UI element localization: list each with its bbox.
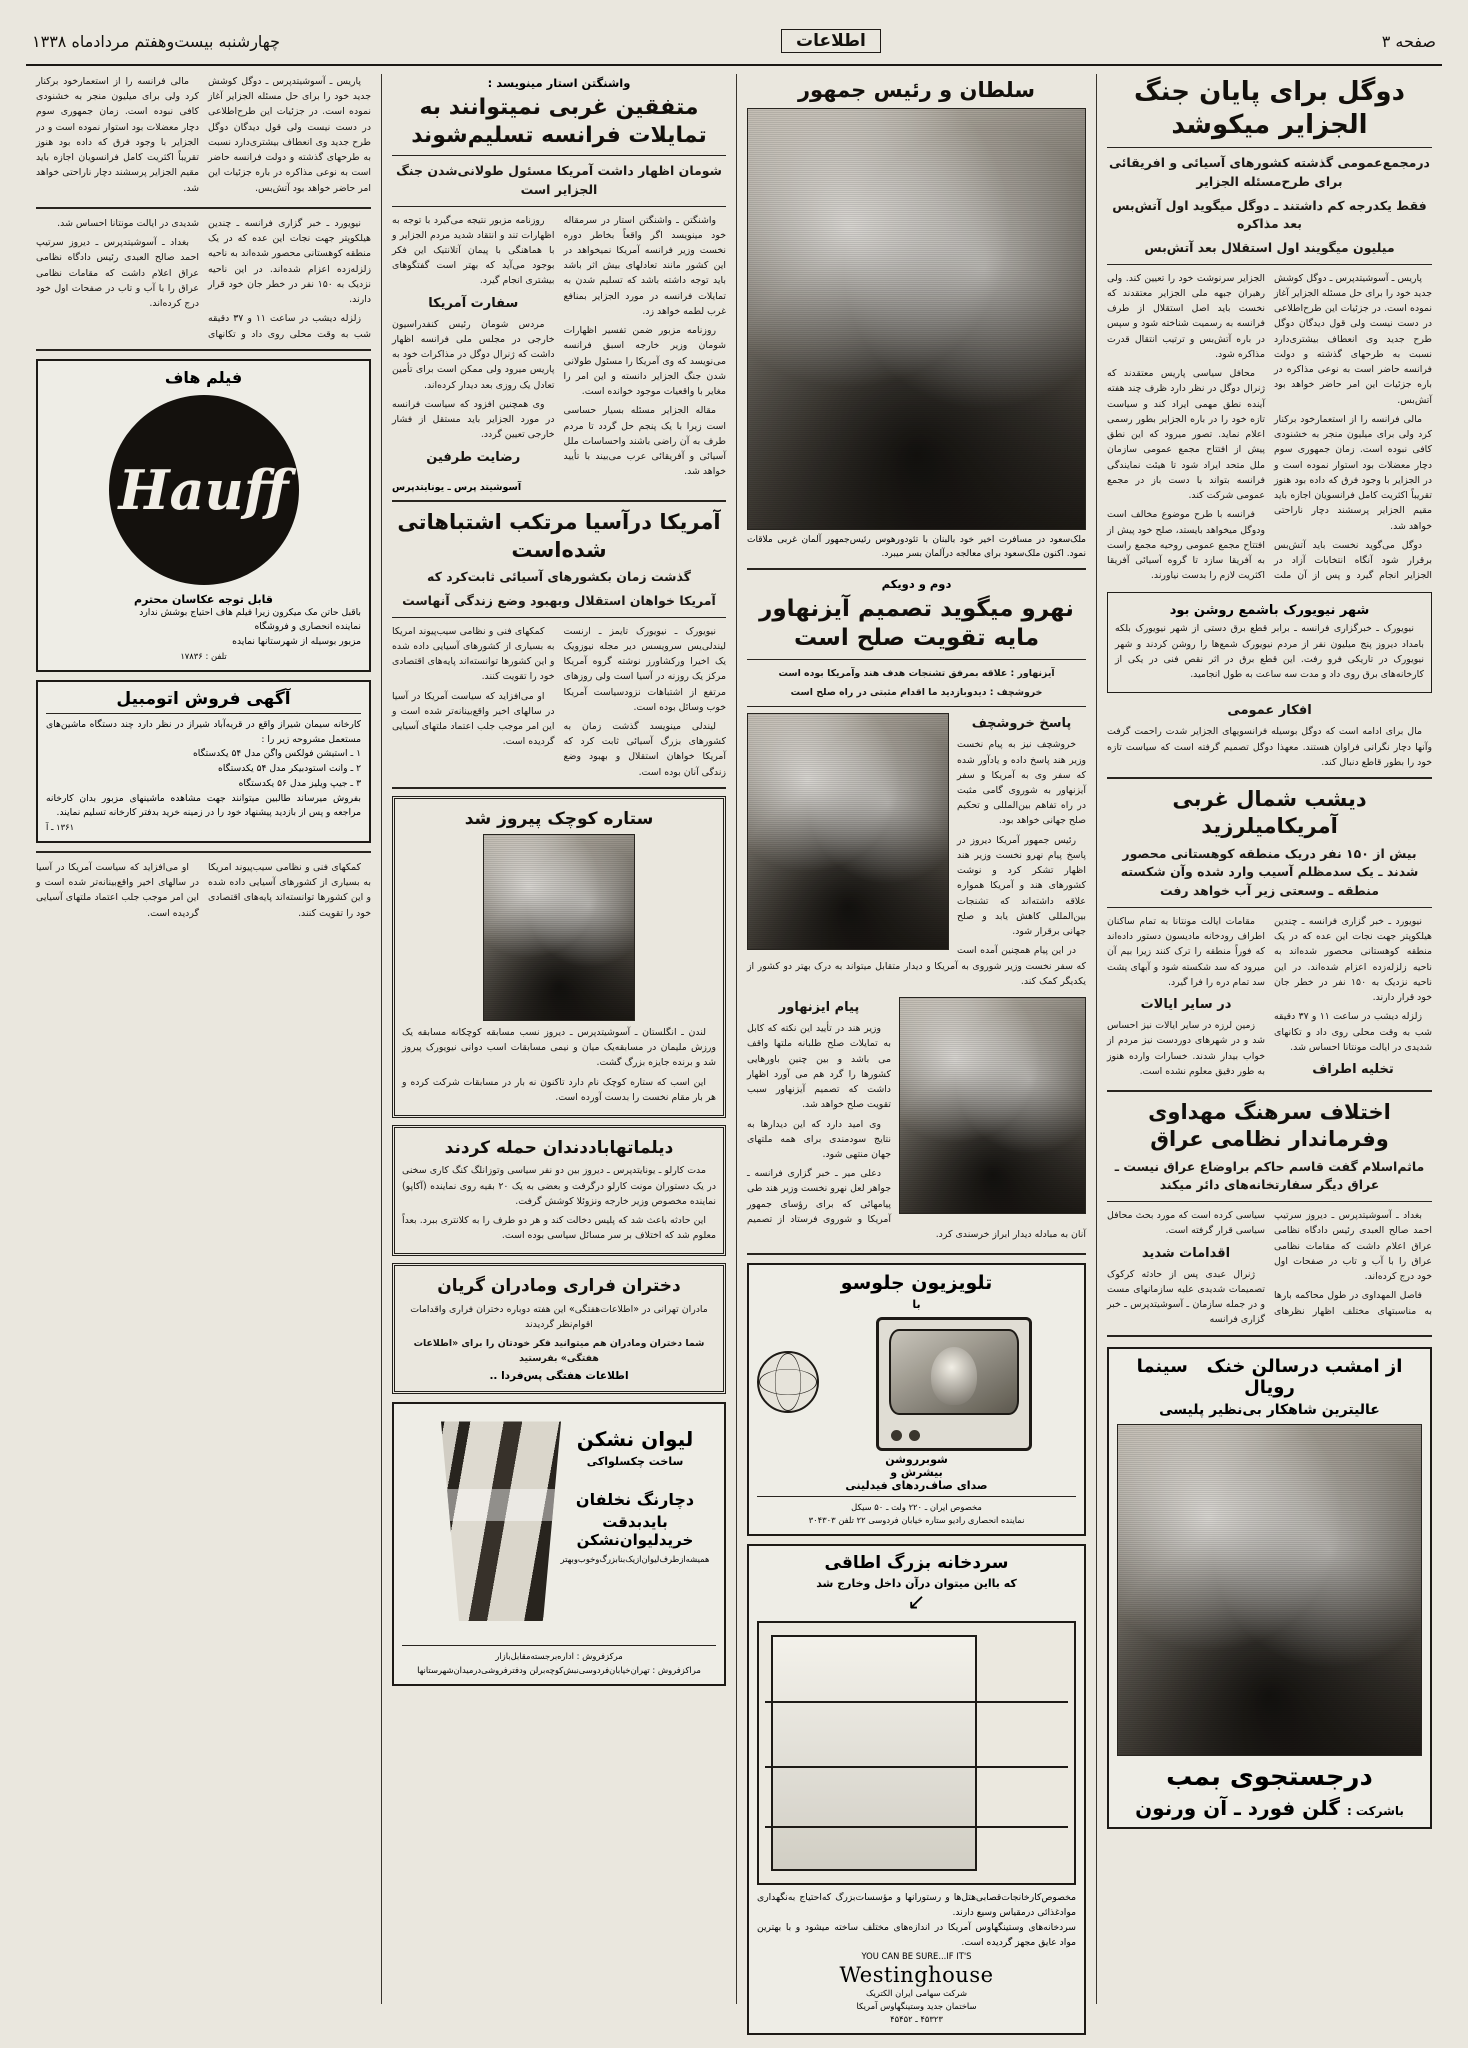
story3-para-3: ژنرال عبدی پس از حادثه کرکوک تصمیمات شدیدی علیه سازمانهای مست و در جمله سازمان ـ آسوشیتدپرس ـ خبر گزاری فرانسه	[1107, 1268, 1265, 1326]
glass-illustration	[402, 1411, 716, 1641]
jump-para-4: زلزله دیشب در ساعت ۱۱ و ۳۷ دقیقه شب به وقت محلی روی داد و تکانهای شدیدی در ایالت مونتانا احساس شد.	[57, 217, 371, 340]
hauff-ad-note-1: قابل توجه عکاسان محترم	[134, 592, 273, 606]
publication-date: چهارشنبه بیست‌وهفتم مردادماه ۱۳۳۸	[32, 31, 281, 51]
newyork-box-text: نیویورک ـ خبرگزاری فرانسه ـ برابر قطع برق دستی از شهر نیویورک بلکه بامداد دیروز پنج میلیون نفر از مردم نیویورک شمع‌ها را روشن کردند و شهر نیویورک در تاریکی فرو رفت. این قطع برق در اثر نقص فنی در یکی از کارخانه‌های برق روی داد و مدت سه ساعت به طول انجامید.	[1115, 623, 1424, 681]
column-right	[1097, 74, 1442, 2004]
story2-headline: دیشب شمال غربی آمریکامیلرزید	[1172, 787, 1367, 839]
story4-subhead-2: پیام ایزنهاور	[778, 1000, 860, 1016]
fridge-ad-phone: ۴۵۳۲۳ ـ ۴۵۴۵۲	[890, 2014, 943, 2025]
story2-subhead-2: در سایر ایالات	[1140, 997, 1232, 1013]
lead-para-1: پاریس ـ آسوشیتدپرس ـ دوگل کوشش جدید خود را برای حل مسئله الجزایر آغاز نموده است. در جزئیات این طرح‌اطلاعی در دست نیست ولی قول دیدگان دوگل طرح جدید وی انعطاف بیشتری‌دارد نسبت به طرحهای گذشته و دولت فرانسه حاضر است به نوعی مذاکره در باره جزئیات این امر حاضر خواهد بود آتش‌بس.	[1274, 272, 1432, 406]
photo2-caption: دعلی میر ـ خبر گزاری فرانسه ـ جواهر لعل نهرو نخست وزیر هند طی پیامهائی که برای رؤسای جمهور آمریکا و شوروی فرستاد از تصمیم آنان به مبادله دیدار ابراز خرسندی کرد.	[747, 1168, 1086, 1241]
photo-nehru	[747, 713, 949, 950]
lead-para-4: محافل سیاسی پاریس معتقدند که ژنرال دوگل در نظر دارد ظرف چند هفته آینده نطق مهمی ایراد کند و سیاست تازه خود را در باره الجزایر بطور رسمی اعلام نماید. تصور میرود که این نطق پیش از افتتاح مجمع عمومی سازمان ملل متحد ایراد شود تا هیئت نمایندگی فرانسه بتواند با دست باز در مجمع عمومی شرکت کند.	[1107, 368, 1265, 502]
tv-ad[interactable]	[747, 1263, 1086, 1536]
tv-ad-feature-2: بیشرش و	[890, 1466, 943, 1480]
cinema-ad-photo	[1117, 1424, 1422, 1756]
story3-headline: اختلاف سرهنگ مهداوی وفرماندار نظامی عراق	[1148, 1100, 1391, 1152]
hauff-wordmark: Hauff	[118, 457, 289, 522]
story6-body	[392, 624, 726, 780]
story2-para-2: زلزله دیشب در ساعت ۱۱ و ۳۷ دقیقه شب به وقت محلی روی داد و تکانهای شدیدی در ایالت مونتانا احساس شد.	[1274, 1011, 1432, 1053]
story6-sub-1: گذشت زمان بکشورهای آسیائی ثابت‌کرد که	[427, 569, 691, 585]
car-ad-item-1: ۱ ـ استیشن فولکس واگن مدل ۵۴ یکدستگاه	[192, 748, 361, 760]
car-sale-ad[interactable]	[36, 680, 371, 843]
jump-para-7: او می‌افزاید که سیاست آمریکا در آسیا در سالهای اخیر واقع‌بینانه‌تر شده است و این امر موجب جلب اعتماد ملتهای آسیایی گردیده است.	[36, 861, 199, 919]
jump-para-5: بغداد ـ آسوشیتدپرس ـ دیروز سرتیپ احمد صالح العبدی رئیس دادگاه نظامی عراق اعلام داشت که مقامات نظامی عراق را با آب و تاب در صفحات اول خود درج کرده‌اند.	[36, 237, 199, 310]
story4-leads	[747, 666, 1086, 700]
weekly-promo-box[interactable]	[392, 1263, 726, 1394]
masthead	[26, 22, 1442, 66]
story2-sub: بیش از ۱۵۰ نفر دریک منطقه کوهستانی محصور شدند ـ یک سدمظلم آسیب وارد شده وآن شکسته منطقه ـ وسعتی زیر آب خواهد رفت	[1120, 845, 1419, 899]
weekly-promo-sub	[402, 1302, 716, 1367]
photo-khrushchev	[483, 834, 635, 1021]
story6-para-4: او می‌افزاید که سیاست آمریکا در آسیا در سالهای اخیر واقع‌بینانه‌تر شده است و این امر موجب جلب اعتماد ملتهای آسیایی گردیده است.	[392, 690, 555, 748]
globe-icon	[757, 1351, 819, 1413]
story3-sub: ماثم‌اسلام گفت قاسم حاکم براوضاع عراق نیست ـ عراق دیگر سفارتخانه‌های دائر میکند	[1114, 1158, 1425, 1193]
fridge-ad-body-1: مخصوص‌کارخانجات‌قصابی‌هتل‌ها و رستورانها و مؤسسات‌بزرگ که‌احتیاج به‌نگهداری موادغذائی درمقیاس وسیع دارند.	[757, 1892, 1076, 1919]
newyork-box	[1107, 592, 1432, 693]
story8-body	[402, 1163, 716, 1243]
column-left-jump-bottom	[36, 860, 371, 925]
story7-headline: ستاره کوچک پیروز شد	[464, 808, 654, 829]
fridge-ad-address: ساختمان جدید وستینگهاوس آمریکا	[856, 2001, 977, 2012]
story2-para-1: نیویورد ـ خبر گزاری فرانسه ـ چندین هیلکوپتر جهت نجات این عده که در یک منطقه کوهستانی محصور شده‌اند به ناحیه زلزله‌زده اعزام شده‌اند. در این ناحیه نزدیک به ۱۵۰ نفر در خطر جان خود قرار دارند.	[1274, 915, 1432, 1004]
weekly-promo-headline: دختران فراری ومادران گریان	[437, 1276, 681, 1297]
story3-subhead: اقدامات شدید	[1141, 1245, 1231, 1261]
story4-para-5: وی امید دارد که این دیدارها به نتایج سودمندی برای همه ملتهای جهان منتهی شود.	[747, 1118, 891, 1160]
story4-subhead-1: پاسخ خروشچف	[971, 716, 1072, 732]
fridge-ad-sub: که بااین میتوان درآن داخل وخارج شد	[816, 1577, 1017, 1591]
cinema-ad-line1: از امشب درسالن خنک سینما رویال	[1136, 1355, 1403, 1398]
photo-sultan-president	[747, 108, 1086, 530]
lead-body	[1107, 271, 1432, 586]
tv-ad-feature-1: شوبرروشن	[885, 1453, 948, 1467]
lead-subhead-3: میلیون میگویند اول استقلال بعد آتش‌بس	[1144, 240, 1395, 255]
lead-extra-head: افکار عمومی	[1227, 703, 1312, 719]
glass-ad-line-3: بایدبدقت خریدلیوان‌نشکن	[576, 1513, 694, 1550]
lead-para-2: مالی فرانسه را از استعمارخود برکنار کرد ولی برای میلیون منجر به خشنودی کافی نبوده است. زمان جمهوری سوم دچار معضلات بود استوار نموده است و در الجزایر با وجود فرق که داده بود هنوز تقریباً اکثریت کامل فرانسویان اجازه باید مقیم الجزایر پرسشند دچار ناراحتی خواهد شد.	[1274, 413, 1432, 532]
story3-body	[1107, 1208, 1432, 1327]
story5-subhead-2: رضایت طرفین	[426, 449, 521, 465]
television-icon	[876, 1317, 1032, 1451]
page-number: صفحه ۳	[1381, 31, 1436, 51]
story7-box	[392, 796, 726, 1118]
car-ad-body-4: بفروش میرساند طالبین میتوانند جهت مشاهده ماشینهای مزبور بدان کارخانه مراجعه و پس از بازدید پیشنهاد خود را در زمینه خرید بدفتر کارخانه تسلیم نمایند.	[46, 792, 361, 819]
story2-subhead-1: تخلیه اطراف	[1312, 1062, 1394, 1078]
story5-para-3: مقاله الجزایر مسئله بسیار حساسی است زیرا با یک پنجم حل گردد تا مردم طرف به آن راضی باشند واحساسات ملل آسیائی و آفریقائی عرب می‌بیند با تأیید خواهد شد.	[563, 405, 726, 478]
hauff-ad-note-4: مزبور بوسیله از شهرستانها نمایده	[232, 636, 361, 648]
hauff-ad-top: فیلم هاف	[164, 367, 243, 387]
tv-ad-dealer: نماینده انحصاری رادیو ستاره خیابان فردوسی ۲۲ تلفن ۳۰۴۳۰۳	[808, 1515, 1025, 1526]
hauff-film-ad[interactable]	[36, 359, 371, 672]
story7-para-2: این اسب که ستاره کوچک نام دارد تاکنون نه بار در مسابقات شرکت کرده و هر بار مقام نخست را بدست آورده است.	[402, 1076, 716, 1103]
story4-para-1: خروشچف نیز به پیام نخست وزیر هند پاسخ داده و یادآور شده که سفر وی به آمریکا و سفر آیزنهاور به شوروی گامی مثبت در راه تفاهم بین‌المللی و تحکیم صلح جهانی خواهد بود.	[957, 739, 1086, 827]
lead-headline: دوگل برای پایان جنگ الجزایر میکوشد	[1134, 77, 1405, 140]
story4-para-2: رئیس جمهور آمریکا دیروز در پاسخ پیام نهرو نخست وزیر هند اظهار تشکر کرد و نوشت کشورهای هند و آمریکا همواره علاقه داشته‌اند که تشنجات بین‌المللی کاهش یابد و صلح جهانی برقرار شود.	[957, 834, 1086, 938]
glass-ad-line-1: ساخت چکسلواکی	[586, 1455, 684, 1469]
fridge-ad-company: شرکت سهامی ایران الکتریک	[866, 1988, 967, 1999]
glass-ad[interactable]	[392, 1402, 726, 1685]
lead-extra	[1107, 700, 1432, 770]
refrigerator-illustration	[757, 1621, 1076, 1885]
westinghouse-slogan: YOU CAN BE SURE...IF IT'S	[861, 1951, 972, 1962]
refrigerator-ad[interactable]	[747, 1544, 1086, 2035]
glass-ad-footer-2: مراکزفروش : تهران‌خیابان‌فردوسی‌نبش‌کوچه‌برلن ودفترفروشی‌درمیدان‌شهرستانها	[417, 1664, 701, 1675]
hauff-ad-note-3: نماینده انحصاری و فروشگاه	[254, 621, 361, 633]
car-ad-item-2: ۲ ـ وانت استودبیکر مدل ۵۴ یکدستگاه	[218, 763, 361, 775]
cinema-ad-line2: عالیترین شاهکار بی‌نظیر پلیسی	[1159, 1401, 1380, 1418]
story5-para-1: واشنگتن ـ واشنگتن استار در سرمقاله خود مینویسد اگر واقعاً بخاطر دوره نخست وزیر فرانسه آمریکا نمیخواهد در این کشور مانند تعادلهای بیش اثر باشد باید توجه داشته باشد که تسلیم شدن به تمایلات فرانسه در مورد الجزایر بمنافع غرب لطمه خواهد زد.	[563, 214, 726, 317]
lead-para-5: فرانسه با طرح موضوع مخالف است ودوگل میخواهد بایستد، صلح خود پیش از افتتاح مجمع عمومی روحیه مجمع راست به آفریقا سازد تا گروه آسیائی آفریقا اکثریت لازم را بدست نیاورند.	[1107, 509, 1265, 582]
column-mid-left	[382, 74, 737, 2004]
story2-body	[1107, 914, 1432, 1083]
cinema-ad-stars: باشرکت : گلن فورد ـ آن ورنون	[1135, 1795, 1404, 1820]
story6-para-3: کمکهای فنی و نظامی سیب‌پیوند امریکا به بسیاری از کشورهای آسیایی داده شده و این کشورها توانسته‌اند پایه‌های اقتصادی خود را تقویت کنند.	[392, 625, 555, 683]
column-left-jump-mid	[36, 216, 371, 342]
story4-kicker: دوم و دویکم	[881, 577, 952, 592]
tv-ad-spec: مخصوص ایران ـ ۲۲۰ ولت ـ ۵۰ سیکل	[851, 1502, 982, 1513]
story6-sub-2: آمریکا خواهان استقلال وبهبود وضع زندگی آنهاست	[402, 592, 716, 608]
fridge-ad-title: سردخانه بزرگ اطاقی	[824, 1553, 1009, 1574]
newyork-box-body	[1115, 621, 1424, 682]
westinghouse-logo: Westinghouse	[839, 1963, 994, 1988]
hauff-ad-note-2: باقبل حاتن مک میکرون زیرا فیلم هاف احتیاج بوشش ندارد	[139, 606, 361, 618]
story4-para-3: در این پیام همچنین آمده است که سفر نخست وزیر شوروی به آمریکا و دیدار متقابل میتواند به درک بهتر دو کشور از یکدیگر کمک کند.	[747, 945, 1086, 987]
glass-ad-line-2: دچارنگ نخلفان	[575, 1490, 695, 1510]
car-ad-title: آگهی فروش اتومبیل	[116, 688, 291, 709]
lead-subhead-2: فقط یکدرجه کم داشتند ـ دوگل میگوید اول آتش‌بس بعد مذاکره	[1112, 197, 1427, 232]
story5-subhead-1: سفارت آمریکا	[428, 295, 519, 311]
story6-para-1: نیویورک ـ نیویورک تایمز ـ ارنست لیندلی‌یس سرویسس دیر مجله نیوزویک یک اخیرا ورکشاورز نوشته گروه آمریکا مرکز یک روزنه در آسیا است ولی روزهای مرتفع از اشتباهات نزودسیاست آمریکا خوب وسائل بوده است.	[563, 625, 726, 713]
jump-para-3: نیویورد ـ خبر گزاری فرانسه ـ چندین هیلکوپتر جهت نجات این عده که در یک منطقه کوهستانی محصور شده‌اند به ناحیه زلزله‌زده اعزام شده‌اند. در این ناحیه نزدیک به ۱۵۰ نفر در خطر جان خود قرار دارند.	[208, 217, 371, 306]
photo-eisenhower	[899, 997, 1086, 1214]
lead-subhead-1: درمجمع‌عمومی گذشته کشورهای آسیائی و افریقائی برای طرح‌مسئله الجزایر	[1109, 155, 1430, 189]
story2-para-4: زمین لرزه در سایر ایالات نیز احساس شد و در شهرهای دوردست نیز مردم از خواب بیدار شدند. خسارات وارده هنوز به طور دقیق معلوم نشده است.	[1107, 1020, 1265, 1077]
car-ad-code: ۱۳۶۱ ـ آ	[46, 821, 75, 832]
story5-kicker: واشنگتن استار مینویسد :	[487, 76, 631, 90]
car-ad-body-0: کارخانه سیمان شیراز واقع در قریه‌آباد شیراز در نظر دارد چند دستگاه ماشین‌های مستعمل مشروحه زیر را :	[46, 718, 361, 745]
weekly-promo-sub-text: مادران تهرانی در «اطلاعات‌هفتگی» این هفته دوباره دختران فراری واقدامات اقوام‌نظر گردیدند	[410, 1303, 708, 1330]
story5-signature: آسوشیتد پرس ـ یونایتدپرس	[392, 482, 522, 494]
story6-headline: آمریکا درآسیا مرتکب اشتباهاتی شده‌است	[397, 510, 721, 562]
hauff-logo	[109, 395, 299, 585]
story5-para-5: مردس شومان رئیس کنفدراسیون خارجی در مجلس ملی فرانسه اظهار داشت که ژنرال دوگل در مذاکرات خود به پاریس میرود ولی ممکن است برای تأمین تعادل یک روزی بعد دیدار کرده‌اند.	[392, 318, 555, 391]
glass-ad-line-4: همیشه‌ازطرف‌لیوان‌ازیک‌بنابزرگ‌وخوب‌و‌بهتر	[560, 1554, 710, 1565]
story5-para-6: وی همچنین افزود که سیاست فرانسه در مورد الجزایر باید مستقل از فشار خارجی تعیین گردد.	[392, 398, 555, 441]
column-left-jump-top	[36, 74, 371, 200]
jump-para-1: پاریس ـ آسوشیتدپرس ـ دوگل کوشش جدید خود را برای حل مسئله الجزایر آغاز نموده است. در جزئیات این طرح‌اطلاعی در دست نیست ولی قول دیدگان دوگل طرح جدید وی انعطاف بیشتری‌دارد نسبت به طرحهای گذشته و دولت فرانسه حاضر است به نوعی مذاکره در باره جزئیات این امر حاضر خواهد بود آتش‌بس.	[208, 76, 371, 194]
tv-ad-feature-3: صدای صاف‌ردهای فیدلینی	[845, 1479, 988, 1493]
column-left	[26, 74, 382, 2004]
column-mid-right	[737, 74, 1097, 2025]
cinema-ad-title: درجستجوی بمب	[1166, 1761, 1373, 1792]
lead-extra-body: مال برای ادامه است که دوگل بوسیله فرانسویهای الجزایر شدت راحمت گرفت وآنها دچار نگرانی فراوان هستند. معهذا دوگل تصمیم گرفته است که سیاست تازه خود را بطور قاطع دنبال کند.	[1107, 726, 1432, 768]
hauff-ad-phone: تلفن : ۱۷۸۳۶	[180, 650, 227, 661]
weekly-promo-body: شما دختران ومادران هم میتوانید فکر خودتان را برای «اطلاعات هفتگی» بفرستید	[413, 1338, 705, 1365]
story6-para-2: لیندلی مینویسد گذشت زمان به کشورهای بزرگ آسیائی ثابت کرد که آمریکا خواهان استقلال و بهبود وضع زندگی آنان بوده است.	[563, 720, 726, 778]
jump-para-6: کمکهای فنی و نظامی سیب‌پیوند امریکا به بسیاری از کشورهای آسیایی داده شده و این کشورها توانسته‌اند پایه‌های اقتصادی خود را تقویت کنند.	[208, 861, 371, 919]
cinema-ad[interactable]	[1107, 1347, 1432, 1829]
story5-body	[392, 213, 726, 480]
newyork-box-title: شهر نیویورک باشمع روشن بود	[1169, 603, 1370, 619]
tv-ad-with: با	[912, 1298, 921, 1312]
story3-para-2: فاصل المهداوی در طول محاکمه بارها به مناسبتهای مختلف اظهار نظرهای سیاسی کرده است که مورد بحث محافل سیاسی قرار گرفته است.	[1107, 1210, 1432, 1317]
story4-lead-1: آیزنهاور : علاقه بمرفق تشنجات هدف هند وآمریکا بوده است	[778, 667, 1055, 679]
photo1-caption: ملک‌سعود در مسافرت اخیر خود بالبنان با تئودورهوس رئیس‌جمهور آلمان غربی ملاقات نمود. اکنون ملک‌سعود برای معالجه درآلمان بسر میبرد.	[747, 535, 1086, 559]
story5-para-4: روزنامه مزبور نتیجه می‌گیرد با توجه به اظهارات تند و انتقاد شدید مردم الجزایر و با هماهنگی با پیمان آتلانتیک این فکر بوجود می‌آید که بهتر است گفتگوهای بیشتری انجام گیرد.	[392, 214, 555, 287]
story4-para-4: وزیر هند در تأیید این نکته که کابل به تمایلات صلح طلبانه ملتها واقف می باشد و بین چنین باورهایی کشورها را گرد هم می آورد اظهار داشت که تصمیم آیزنهاور سبب تقویت صلح خواهد شد.	[747, 1023, 891, 1111]
weekly-promo-tag: اطلاعات هفتگی پس‌فردا ..	[489, 1370, 629, 1383]
story4-lead-2: خروشچف : دیدوبازدید ما اقدام مثبتی در راه صلح است	[790, 687, 1043, 699]
page-columns	[26, 74, 1442, 2025]
story2-para-3: مقامات ایالت مونتانا به تمام ساکنان اطراف رودخانه ماديسون دستور داده‌اند که فوراً منطقه را ترک کنند زیرا بیم آن میرود که سد شکسته شود و آبهای پشت سد تمام دره را فرا گیرد.	[1107, 915, 1265, 988]
glass-ad-footer-1: مرکزفروش : اداره‌برجسته‌مقابل‌بازار	[495, 1651, 623, 1662]
story5-deck-2: شومان اظهار داشت آمریکا مسئول طولانی‌شدن جنگ الجزایر است	[396, 163, 722, 197]
story5-deck-1: متفقین غربی نمیتوانند به تمایلات فرانسه تسلیم‌شوند	[411, 95, 707, 148]
story8-headline: دیلماتهاباددندان حمله کردند	[444, 1138, 674, 1159]
story8-para-2: این حادثه باعث شد که پلیس دخالت کند و هر دو طرف را به کلانتری ببرد. بعداً معلوم شد که اختلاف بر سر مسائل سیاسی بوده است.	[402, 1214, 716, 1242]
fridge-ad-body-2: سردخانه‌های وستینگهاوس آمریکا در اندازه‌های مختلف ساخته میشود و با بهترین مواد عایق مجهز گردیده است.	[757, 1921, 1076, 1948]
newspaper-name: اطلاعات	[781, 29, 881, 53]
jump-para-2: مالی فرانسه را از استعمارخود برکنار کرد ولی برای میلیون منجر به خشنودی کافی نبوده است. زمان جمهوری سوم دچار معضلات بود استوار نموده است و در الجزایر با وجود فرق که داده بود هنوز تقریباً اکثریت کامل فرانسویان اجازه باید مقیم الجزایر پرسشند دچار ناراحتی خواهد شد.	[36, 76, 199, 194]
story7-body	[402, 1025, 716, 1105]
photo1-caption-head: سلطان و رئیس جمهور	[797, 78, 1036, 102]
lead-para-3: دوگل می‌گوید نخست باید آتش‌بس برقرار شود آنگاه انتخابات آزاد در الجزایر انجام گیرد و پس از آن ملت الجزایر سرنوشت خود را تعیین کند. ولی رهبران جبهه ملی الجزایر معتقدند که نخست باید اصل استقلال از طرف فرانسه به رسمیت شناخته شود و سپس در باره آتش‌بس و ترتیب انتقال قدرت مذاکره شود.	[1107, 272, 1432, 582]
car-ad-item-3: ۳ ـ جیپ ویلیز مدل ۵۶ یکدستگاه	[238, 777, 361, 789]
story3-para-1: بغداد ـ آسوشیتدپرس ـ دیروز سرتیپ احمد صالح العبدی رئیس دادگاه نظامی عراق اعلام داشت که مقامات نظامی عراق را با آب و تاب در صفحات اول خود درج کرده‌اند.	[1274, 1210, 1432, 1283]
story5-para-2: روزنامه مزبور ضمن تفسیر اظهارات شومان وزیر خارجه اسبق فرانسه می‌نویسد که وی آمریکا را مسئول طولانی شدن جنگ الجزایر دانسته و این امر را مغایر با واقعیات موجود خوانده است.	[563, 325, 726, 398]
story7-para-1: لندن ـ انگلستان ـ آسوشیتدپرس ـ دیروز نسب مسابقه کوچکانه مسابقه یک ورزش ملیمان در مسابقه‌یک میان و نیمی مسابقات اسب دوانی نیویورک پیروز شد و برنده جایزه بزرگ گشت.	[402, 1027, 716, 1069]
story4-headline: نهرو میگوید تصمیم آیزنهاور مایه تقویت صلح است	[759, 596, 1074, 652]
tv-ad-brand: تلویزیون جلوسو	[840, 1272, 993, 1295]
arrow-down-icon: ↙	[907, 1590, 926, 1616]
story8-box	[392, 1125, 726, 1256]
glass-ad-brand: لیوان نشکن	[576, 1427, 694, 1452]
story8-para-1: مدت کارلو ـ یونایتدپرس ـ دیروز بین دو نفر سیاسی وتوزانلگ کنگ کاری سخنی در یک دستوران مونت کارلو درگرفت و بعضی به یک ۲۰ بقیه روی نماینده (آکاپو) نماینده مخصوص وزیر خارجه ونزوئلا کوشش گرفت.	[402, 1165, 716, 1207]
